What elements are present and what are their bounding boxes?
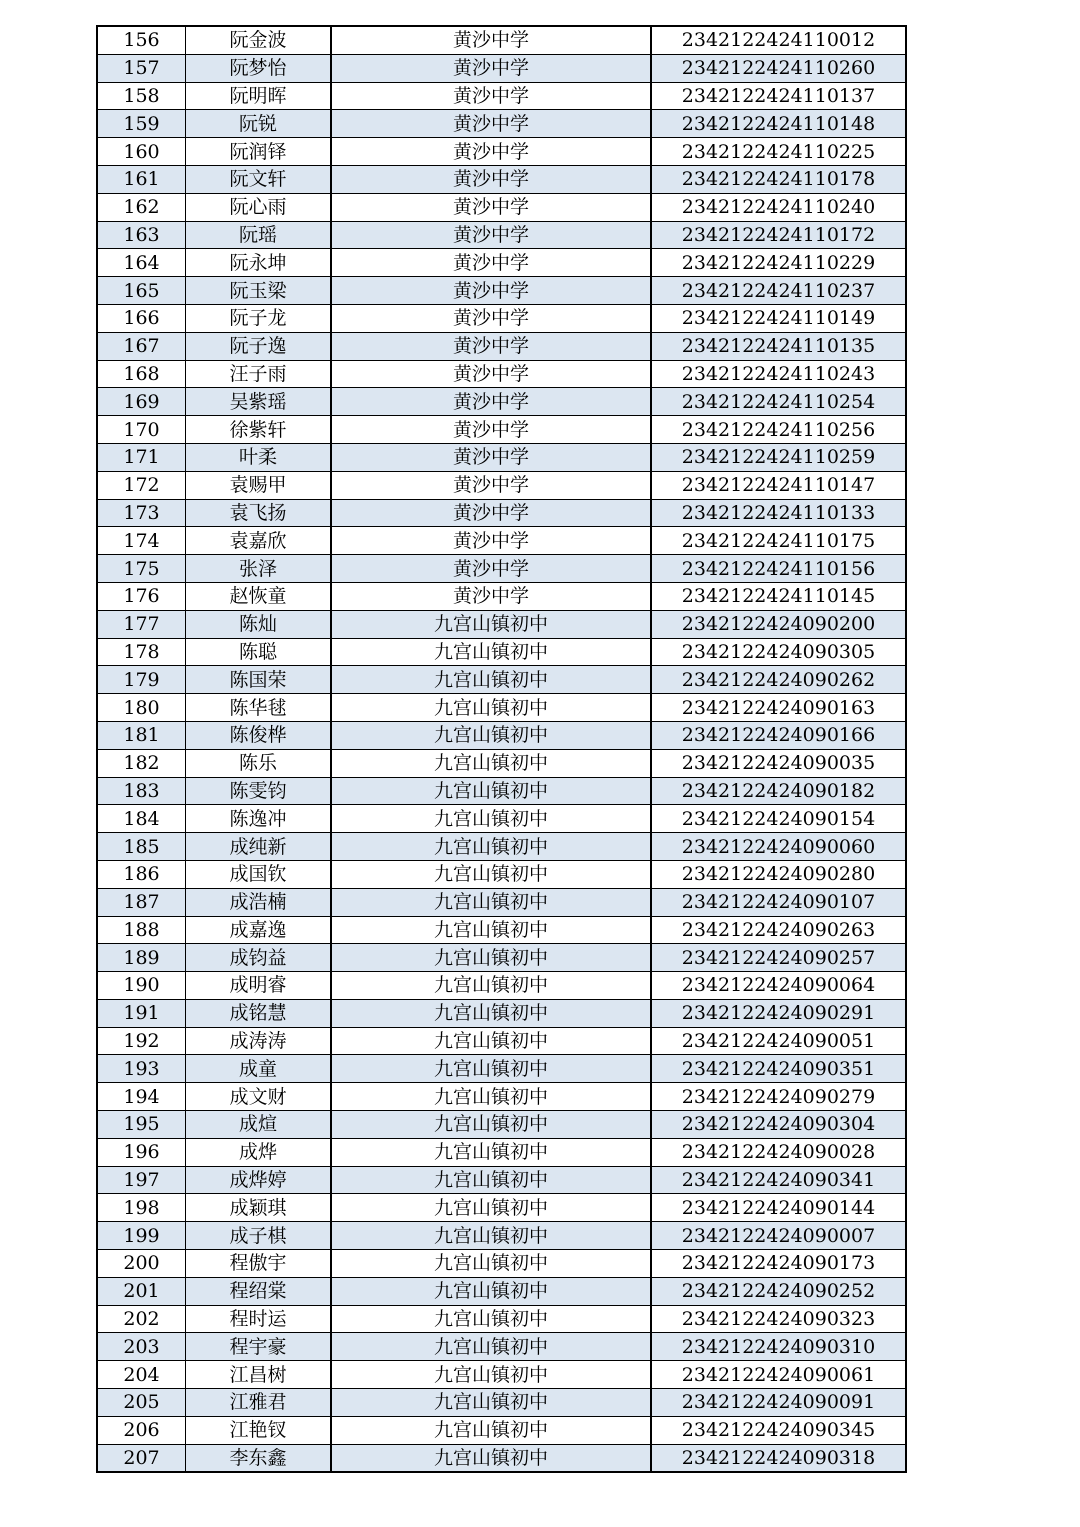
exam-id: 2342122424110225 (651, 138, 906, 166)
table-row (97, 332, 906, 360)
school-name: 九宫山镇初中 (331, 1138, 651, 1166)
exam-id: 2342122424110178 (651, 165, 906, 193)
exam-id: 2342122424090280 (651, 860, 906, 888)
table-row (97, 582, 906, 610)
student-name: 陈华毬 (186, 694, 332, 722)
student-name: 袁嘉欣 (186, 527, 332, 555)
table-row (97, 193, 906, 221)
table-row (97, 1361, 906, 1389)
exam-id: 2342122424110135 (651, 332, 906, 360)
table-row (97, 277, 906, 305)
row-number: 204 (97, 1361, 186, 1389)
table-row (97, 1305, 906, 1333)
student-name: 陈雯钧 (186, 777, 332, 805)
exam-id: 2342122424110156 (651, 555, 906, 583)
row-number: 206 (97, 1416, 186, 1444)
table-row (97, 1444, 906, 1472)
student-name: 成烨婷 (186, 1166, 332, 1194)
student-name: 赵恢童 (186, 582, 332, 610)
row-number: 190 (97, 972, 186, 1000)
student-name: 阮永坤 (186, 249, 332, 277)
school-name: 黄沙中学 (331, 582, 651, 610)
school-name: 九宫山镇初中 (331, 1250, 651, 1278)
table-row (97, 972, 906, 1000)
table-row (97, 555, 906, 583)
student-name: 李东鑫 (186, 1444, 332, 1472)
school-name: 黄沙中学 (331, 360, 651, 388)
student-name: 成颖琪 (186, 1194, 332, 1222)
student-name: 成纯新 (186, 833, 332, 861)
school-name: 九宫山镇初中 (331, 1055, 651, 1083)
school-name: 九宫山镇初中 (331, 666, 651, 694)
row-number: 177 (97, 610, 186, 638)
row-number: 166 (97, 304, 186, 332)
student-name: 阮金波 (186, 26, 332, 54)
school-name: 九宫山镇初中 (331, 1194, 651, 1222)
school-name: 九宫山镇初中 (331, 1111, 651, 1139)
student-name: 阮润铎 (186, 138, 332, 166)
school-name: 九宫山镇初中 (331, 1416, 651, 1444)
row-number: 202 (97, 1305, 186, 1333)
row-number: 176 (97, 582, 186, 610)
exam-id: 2342122424090257 (651, 944, 906, 972)
exam-id: 2342122424090144 (651, 1194, 906, 1222)
table-row (97, 1111, 906, 1139)
table-row (97, 749, 906, 777)
school-name: 黄沙中学 (331, 304, 651, 332)
student-name: 陈逸冲 (186, 805, 332, 833)
school-name: 九宫山镇初中 (331, 916, 651, 944)
student-name: 阮玉梁 (186, 277, 332, 305)
row-number: 192 (97, 1027, 186, 1055)
exam-id: 2342122424090310 (651, 1333, 906, 1361)
exam-id: 2342122424110145 (651, 582, 906, 610)
school-name: 黄沙中学 (331, 165, 651, 193)
school-name: 九宫山镇初中 (331, 860, 651, 888)
school-name: 九宫山镇初中 (331, 1333, 651, 1361)
school-name: 九宫山镇初中 (331, 694, 651, 722)
student-name: 成明睿 (186, 972, 332, 1000)
school-name: 黄沙中学 (331, 277, 651, 305)
student-name: 徐紫轩 (186, 416, 332, 444)
exam-id: 2342122424090263 (651, 916, 906, 944)
student-name: 阮子逸 (186, 332, 332, 360)
row-number: 168 (97, 360, 186, 388)
school-name: 黄沙中学 (331, 332, 651, 360)
school-name: 黄沙中学 (331, 416, 651, 444)
student-name: 成嘉逸 (186, 916, 332, 944)
exam-id: 2342122424090341 (651, 1166, 906, 1194)
school-name: 黄沙中学 (331, 527, 651, 555)
exam-id: 2342122424090091 (651, 1389, 906, 1417)
row-number: 189 (97, 944, 186, 972)
row-number: 171 (97, 443, 186, 471)
student-name: 江雅君 (186, 1389, 332, 1417)
table-row (97, 1222, 906, 1250)
row-number: 207 (97, 1444, 186, 1472)
school-name: 九宫山镇初中 (331, 1361, 651, 1389)
table-row (97, 888, 906, 916)
table-row (97, 1416, 906, 1444)
table-row (97, 388, 906, 416)
student-name: 成国钦 (186, 860, 332, 888)
row-number: 187 (97, 888, 186, 916)
row-number: 157 (97, 54, 186, 82)
student-name: 成浩楠 (186, 888, 332, 916)
row-number: 193 (97, 1055, 186, 1083)
table-row (97, 916, 906, 944)
exam-id: 2342122424110259 (651, 443, 906, 471)
student-name: 陈国荣 (186, 666, 332, 694)
exam-id: 2342122424110133 (651, 499, 906, 527)
row-number: 167 (97, 332, 186, 360)
student-name: 成烨 (186, 1138, 332, 1166)
table-row (97, 1027, 906, 1055)
student-name: 成铭慧 (186, 999, 332, 1027)
table-row (97, 110, 906, 138)
row-number: 165 (97, 277, 186, 305)
table-row (97, 694, 906, 722)
student-name: 陈乐 (186, 749, 332, 777)
exam-id: 2342122424090351 (651, 1055, 906, 1083)
table-row (97, 1250, 906, 1278)
row-number: 195 (97, 1111, 186, 1139)
school-name: 九宫山镇初中 (331, 610, 651, 638)
student-name: 阮子龙 (186, 304, 332, 332)
row-number: 179 (97, 666, 186, 694)
student-name: 成煊 (186, 1111, 332, 1139)
exam-id: 2342122424090262 (651, 666, 906, 694)
school-name: 九宫山镇初中 (331, 1083, 651, 1111)
student-name: 陈聪 (186, 638, 332, 666)
exam-id: 2342122424090064 (651, 972, 906, 1000)
row-number: 175 (97, 555, 186, 583)
student-name: 成涛涛 (186, 1027, 332, 1055)
exam-id: 2342122424110256 (651, 416, 906, 444)
table-row (97, 527, 906, 555)
table-row (97, 54, 906, 82)
row-number: 159 (97, 110, 186, 138)
school-name: 九宫山镇初中 (331, 999, 651, 1027)
table-row (97, 833, 906, 861)
school-name: 黄沙中学 (331, 54, 651, 82)
row-number: 184 (97, 805, 186, 833)
row-number: 169 (97, 388, 186, 416)
school-name: 九宫山镇初中 (331, 1389, 651, 1417)
school-name: 九宫山镇初中 (331, 1166, 651, 1194)
table-row (97, 82, 906, 110)
exam-id: 2342122424090061 (651, 1361, 906, 1389)
table-row (97, 249, 906, 277)
table-row (97, 1083, 906, 1111)
school-name: 九宫山镇初中 (331, 833, 651, 861)
school-name: 黄沙中学 (331, 499, 651, 527)
exam-id: 2342122424090163 (651, 694, 906, 722)
exam-id: 2342122424110148 (651, 110, 906, 138)
table-row (97, 638, 906, 666)
student-name: 成子棋 (186, 1222, 332, 1250)
exam-id: 2342122424090279 (651, 1083, 906, 1111)
table-row (97, 1333, 906, 1361)
row-number: 160 (97, 138, 186, 166)
exam-id: 2342122424110137 (651, 82, 906, 110)
row-number: 173 (97, 499, 186, 527)
exam-id: 2342122424090291 (651, 999, 906, 1027)
exam-id: 2342122424110149 (651, 304, 906, 332)
school-name: 九宫山镇初中 (331, 777, 651, 805)
table-row (97, 221, 906, 249)
row-number: 186 (97, 860, 186, 888)
exam-id: 2342122424090200 (651, 610, 906, 638)
student-name: 阮文轩 (186, 165, 332, 193)
exam-id: 2342122424090173 (651, 1250, 906, 1278)
student-name: 江昌树 (186, 1361, 332, 1389)
student-name: 阮明晖 (186, 82, 332, 110)
row-number: 164 (97, 249, 186, 277)
row-number: 180 (97, 694, 186, 722)
roster-body (97, 26, 906, 1472)
exam-id: 2342122424110237 (651, 277, 906, 305)
exam-id: 2342122424090318 (651, 1444, 906, 1472)
student-name: 阮瑶 (186, 221, 332, 249)
exam-id: 2342122424090323 (651, 1305, 906, 1333)
exam-id: 2342122424090154 (651, 805, 906, 833)
school-name: 九宫山镇初中 (331, 1222, 651, 1250)
row-number: 199 (97, 1222, 186, 1250)
table-row (97, 416, 906, 444)
school-name: 九宫山镇初中 (331, 749, 651, 777)
school-name: 九宫山镇初中 (331, 805, 651, 833)
row-number: 162 (97, 193, 186, 221)
school-name: 黄沙中学 (331, 249, 651, 277)
exam-id: 2342122424090007 (651, 1222, 906, 1250)
table-row (97, 721, 906, 749)
exam-id: 2342122424110240 (651, 193, 906, 221)
exam-id: 2342122424090107 (651, 888, 906, 916)
student-name: 阮梦怡 (186, 54, 332, 82)
row-number: 197 (97, 1166, 186, 1194)
row-number: 182 (97, 749, 186, 777)
student-name: 陈俊桦 (186, 721, 332, 749)
table-row (97, 1277, 906, 1305)
row-number: 181 (97, 721, 186, 749)
school-name: 九宫山镇初中 (331, 1277, 651, 1305)
table-row (97, 860, 906, 888)
student-name: 袁飞扬 (186, 499, 332, 527)
school-name: 九宫山镇初中 (331, 1027, 651, 1055)
table-row (97, 610, 906, 638)
exam-id: 2342122424090060 (651, 833, 906, 861)
row-number: 174 (97, 527, 186, 555)
student-name: 程时运 (186, 1305, 332, 1333)
school-name: 九宫山镇初中 (331, 721, 651, 749)
student-name: 江艳钗 (186, 1416, 332, 1444)
table-row (97, 1055, 906, 1083)
school-name: 黄沙中学 (331, 110, 651, 138)
table-row (97, 777, 906, 805)
exam-id: 2342122424090304 (651, 1111, 906, 1139)
exam-id: 2342122424090166 (651, 721, 906, 749)
table-row (97, 443, 906, 471)
table-row (97, 805, 906, 833)
student-name: 程宇豪 (186, 1333, 332, 1361)
row-number: 163 (97, 221, 186, 249)
row-number: 170 (97, 416, 186, 444)
student-name: 阮心雨 (186, 193, 332, 221)
student-name: 成童 (186, 1055, 332, 1083)
table-row (97, 165, 906, 193)
row-number: 183 (97, 777, 186, 805)
exam-id: 2342122424110229 (651, 249, 906, 277)
school-name: 九宫山镇初中 (331, 638, 651, 666)
row-number: 158 (97, 82, 186, 110)
student-name: 程绍棠 (186, 1277, 332, 1305)
school-name: 黄沙中学 (331, 221, 651, 249)
row-number: 194 (97, 1083, 186, 1111)
exam-id: 2342122424090305 (651, 638, 906, 666)
table-row (97, 1138, 906, 1166)
row-number: 203 (97, 1333, 186, 1361)
student-name: 成文财 (186, 1083, 332, 1111)
row-number: 200 (97, 1250, 186, 1278)
school-name: 黄沙中学 (331, 26, 651, 54)
row-number: 188 (97, 916, 186, 944)
table-row (97, 1389, 906, 1417)
exam-id: 2342122424110260 (651, 54, 906, 82)
school-name: 黄沙中学 (331, 388, 651, 416)
exam-id: 2342122424090051 (651, 1027, 906, 1055)
row-number: 156 (97, 26, 186, 54)
exam-id: 2342122424110147 (651, 471, 906, 499)
student-name: 汪子雨 (186, 360, 332, 388)
row-number: 178 (97, 638, 186, 666)
row-number: 196 (97, 1138, 186, 1166)
row-number: 198 (97, 1194, 186, 1222)
table-row (97, 666, 906, 694)
student-roster-table (96, 25, 907, 1473)
student-name: 成钧益 (186, 944, 332, 972)
exam-id: 2342122424110012 (651, 26, 906, 54)
table-row (97, 1194, 906, 1222)
table-row (97, 499, 906, 527)
table-row (97, 26, 906, 54)
row-number: 172 (97, 471, 186, 499)
school-name: 九宫山镇初中 (331, 972, 651, 1000)
table-row (97, 1166, 906, 1194)
table-row (97, 360, 906, 388)
exam-id: 2342122424090028 (651, 1138, 906, 1166)
school-name: 九宫山镇初中 (331, 944, 651, 972)
school-name: 黄沙中学 (331, 138, 651, 166)
table-row (97, 304, 906, 332)
table-row (97, 138, 906, 166)
student-name: 程傲宇 (186, 1250, 332, 1278)
row-number: 191 (97, 999, 186, 1027)
student-name: 叶柔 (186, 443, 332, 471)
school-name: 九宫山镇初中 (331, 1444, 651, 1472)
student-name: 阮锐 (186, 110, 332, 138)
school-name: 黄沙中学 (331, 443, 651, 471)
row-number: 205 (97, 1389, 186, 1417)
school-name: 九宫山镇初中 (331, 888, 651, 916)
school-name: 九宫山镇初中 (331, 1305, 651, 1333)
school-name: 黄沙中学 (331, 82, 651, 110)
table-row (97, 944, 906, 972)
school-name: 黄沙中学 (331, 471, 651, 499)
exam-id: 2342122424090345 (651, 1416, 906, 1444)
exam-id: 2342122424110254 (651, 388, 906, 416)
student-name: 陈灿 (186, 610, 332, 638)
student-name: 张泽 (186, 555, 332, 583)
table-row (97, 999, 906, 1027)
school-name: 黄沙中学 (331, 555, 651, 583)
row-number: 161 (97, 165, 186, 193)
exam-id: 2342122424110243 (651, 360, 906, 388)
exam-id: 2342122424110172 (651, 221, 906, 249)
student-name: 吴紫瑶 (186, 388, 332, 416)
row-number: 185 (97, 833, 186, 861)
exam-id: 2342122424090252 (651, 1277, 906, 1305)
exam-id: 2342122424090035 (651, 749, 906, 777)
table-row (97, 471, 906, 499)
exam-id: 2342122424110175 (651, 527, 906, 555)
school-name: 黄沙中学 (331, 193, 651, 221)
row-number: 201 (97, 1277, 186, 1305)
student-name: 袁赐甲 (186, 471, 332, 499)
exam-id: 2342122424090182 (651, 777, 906, 805)
